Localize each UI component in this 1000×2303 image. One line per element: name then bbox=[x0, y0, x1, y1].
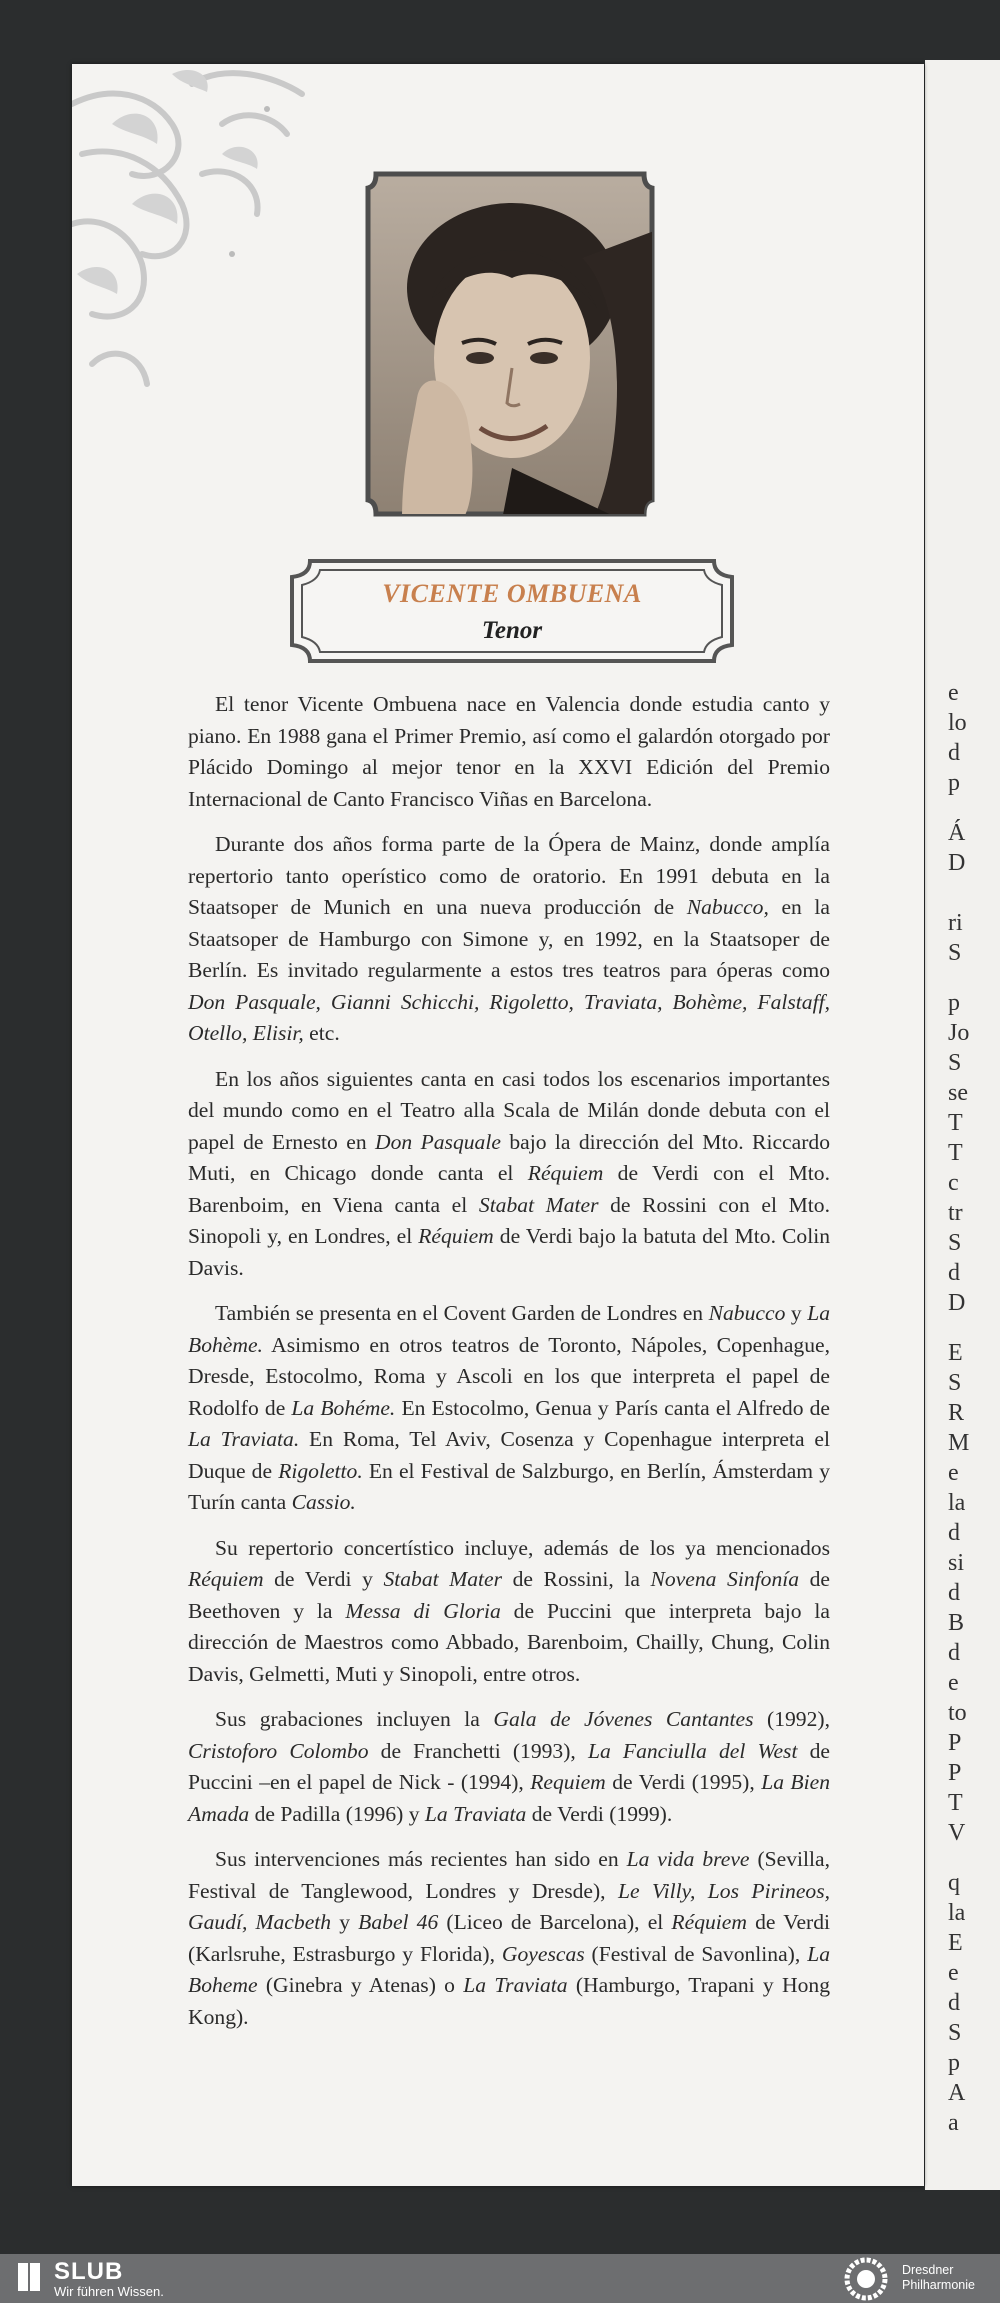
adjacent-page-fragment: a bbox=[948, 2110, 959, 2136]
adjacent-page-fragment: M bbox=[948, 1430, 970, 1456]
adjacent-page-fragment: tr bbox=[948, 1200, 963, 1226]
adjacent-page-fragment: si bbox=[948, 1550, 965, 1576]
adjacent-page-fragment: d bbox=[948, 1520, 960, 1546]
partner-line-1: Dresdner bbox=[902, 2263, 954, 2277]
bio-paragraph: El tenor Vicente Ombuena nace en Valencia donde estudia canto y piano. En 1988 gana el Primer Premio, así como el galardón otorgado por Plácido Domingo al mejor tenor en la XXVI Edición del Premio Internacional de Canto Francisco Viñas en Barcelona. bbox=[188, 692, 830, 811]
adjacent-page-fragment: V bbox=[948, 1820, 966, 1846]
performer-name: VICENTE OMBUENA bbox=[382, 579, 642, 608]
adjacent-page-fragment: Á bbox=[948, 820, 966, 846]
bio-paragraph: Sus intervenciones más recientes han sido en La vida breve (Sevilla, Festival de Tanglewood, Londres y Dresde), Le Villy, Los Pirineos, Gaudí, Macbeth y Babel 46 (Liceo de Barcelona), el Réquiem de Verdi (Karlsruhe, Estrasburgo y Florida), Goyescas (Festival de Savonlina), La Boheme (Ginebra y Atenas) o La Traviata (Hamburgo, Trapani y Hong Kong). bbox=[188, 1847, 831, 2029]
portrait bbox=[362, 168, 658, 520]
adjacent-page-fragment: d bbox=[948, 1640, 960, 1666]
adjacent-page-fragment: D bbox=[948, 850, 966, 876]
adjacent-page-fragment: q bbox=[948, 1870, 960, 1896]
philharmonie-logo-icon bbox=[840, 2257, 892, 2301]
adjacent-page bbox=[925, 60, 1000, 2190]
partner-name bbox=[902, 2263, 975, 2293]
adjacent-page-fragment: S bbox=[948, 940, 962, 966]
library-name: SLUB bbox=[54, 2258, 124, 2285]
adjacent-page-fragment: d bbox=[948, 740, 960, 766]
partner-line-2: Philharmonie bbox=[902, 2278, 975, 2292]
adjacent-page-fragment: se bbox=[948, 1080, 968, 1106]
adjacent-page-fragment: d bbox=[948, 1260, 960, 1286]
adjacent-page-fragment: R bbox=[948, 1400, 965, 1426]
adjacent-page-fragment: P bbox=[948, 1760, 962, 1786]
adjacent-page-fragment: p bbox=[948, 2050, 960, 2076]
adjacent-page-fragment: e bbox=[948, 1670, 959, 1696]
adjacent-page-fragment: S bbox=[948, 2020, 962, 2046]
name-plaque bbox=[288, 557, 736, 665]
bio-paragraph: Durante dos años forma parte de la Ópera de Mainz, donde amplía repertorio tanto operístico como de oratorio. En 1991 debuta en la Staatsoper de Munich en una nueva producción de Nabucco, en la Staatsoper de Hamburgo con Simone y, en 1992, en la Staatsoper de Berlín. Es invitado regularmente a estos tres teatros para óperas como Don Pasquale, Gianni Schicchi, Rigoletto, Traviata, Bohème, Falstaff, Otello, Elisir, etc. bbox=[188, 832, 830, 1045]
adjacent-page-fragment: c bbox=[948, 1170, 959, 1196]
adjacent-page-fragment: T bbox=[948, 1110, 963, 1136]
adjacent-page-fragment: p bbox=[948, 770, 960, 796]
adjacent-page-fragment: d bbox=[948, 1580, 960, 1606]
adjacent-page-fragment: d bbox=[948, 1990, 960, 2016]
bio-paragraph: Su repertorio concertístico incluye, además de los ya mencionados Réquiem de Verdi y Stabat Mater de Rossini, la Novena Sinfonía de Beethoven y la Messa di Gloria de Puccini que interpreta bajo la dirección de Maestros como Abbado, Barenboim, Chailly, Chung, Colin Davis, Gelmetti, Muti y Sinopoli, entre otros. bbox=[188, 1535, 831, 1686]
performer-role: Tenor bbox=[481, 617, 543, 644]
slub-book-icon bbox=[16, 2260, 44, 2294]
adjacent-page-fragment: la bbox=[948, 1900, 966, 1926]
program-page bbox=[72, 64, 924, 2186]
adjacent-page-fragment: S bbox=[948, 1230, 962, 1256]
adjacent-page-fragment: la bbox=[948, 1490, 966, 1516]
floral-ornament-icon bbox=[72, 64, 312, 404]
bio-paragraph: En los años siguientes canta en casi todos los escenarios importantes del mundo como en el Teatro alla Scala de Milán donde debuta con el papel de Ernesto en Don Pasquale bajo la dirección del Mto. Riccardo Muti, en Chicago donde canta el Réquiem de Verdi con el Mto. Barenboim, en Viena canta el Stabat Mater de Rossini con el Mto. Sinopoli y, en Londres, el Réquiem de Verdi bajo la batuta del Mto. Colin Davis. bbox=[188, 1066, 831, 1280]
adjacent-page-fragment: p bbox=[948, 990, 960, 1016]
adjacent-page-fragment: S bbox=[948, 1050, 962, 1076]
adjacent-page-fragment: e bbox=[948, 1960, 959, 1986]
adjacent-page-fragment: lo bbox=[948, 710, 967, 736]
portrait-photo-icon bbox=[362, 168, 658, 520]
footer-bar bbox=[0, 2254, 1000, 2303]
bio-paragraph: Sus grabaciones incluyen la Gala de Jóvenes Cantantes (1992), Cristoforo Colombo de Franchetti (1993), La Fanciulla del West de Puccini –en el papel de Nick - (1994), Requiem de Verdi (1995), La Bien Amada de Padilla (1996) y La Traviata de Verdi (1999). bbox=[188, 1707, 831, 1826]
bio-paragraph: También se presenta en el Covent Garden de Londres en Nabucco y La Bohème. Asimismo en otros teatros de Toronto, Nápoles, Copenhague, Dresde, Estocolmo, Roma y Ascoli en los que interpreta el papel de Rodolfo de La Bohéme. En Estocolmo, Genua y París canta el Alfredo de La Traviata. En Roma, Tel Aviv, Cosenza y Copenhague interpreta el Duque de Rigoletto. En el Festival de Salzburgo, en Berlín, Ámsterdam y Turín canta Cassio. bbox=[188, 1301, 831, 1514]
adjacent-page-fragment: D bbox=[948, 1290, 966, 1316]
adjacent-page-fragment: T bbox=[948, 1140, 963, 1166]
adjacent-page-fragment: P bbox=[948, 1730, 962, 1756]
adjacent-page-fragment: B bbox=[948, 1610, 965, 1636]
adjacent-page-fragment: ri bbox=[948, 910, 963, 936]
adjacent-page-fragment: E bbox=[948, 1340, 963, 1366]
adjacent-page-fragment: S bbox=[948, 1370, 962, 1396]
adjacent-page-fragment: E bbox=[948, 1930, 963, 1956]
biography bbox=[188, 689, 830, 2047]
library-claim: Wir führen Wissen. bbox=[54, 2284, 164, 2299]
adjacent-page-fragment: T bbox=[948, 1790, 963, 1816]
adjacent-page-fragment: e bbox=[948, 1460, 959, 1486]
adjacent-page-fragment: Jo bbox=[948, 1020, 970, 1046]
adjacent-page-fragment: to bbox=[948, 1700, 967, 1726]
adjacent-page-fragment: e bbox=[948, 680, 959, 706]
adjacent-page-fragment: A bbox=[948, 2080, 966, 2106]
